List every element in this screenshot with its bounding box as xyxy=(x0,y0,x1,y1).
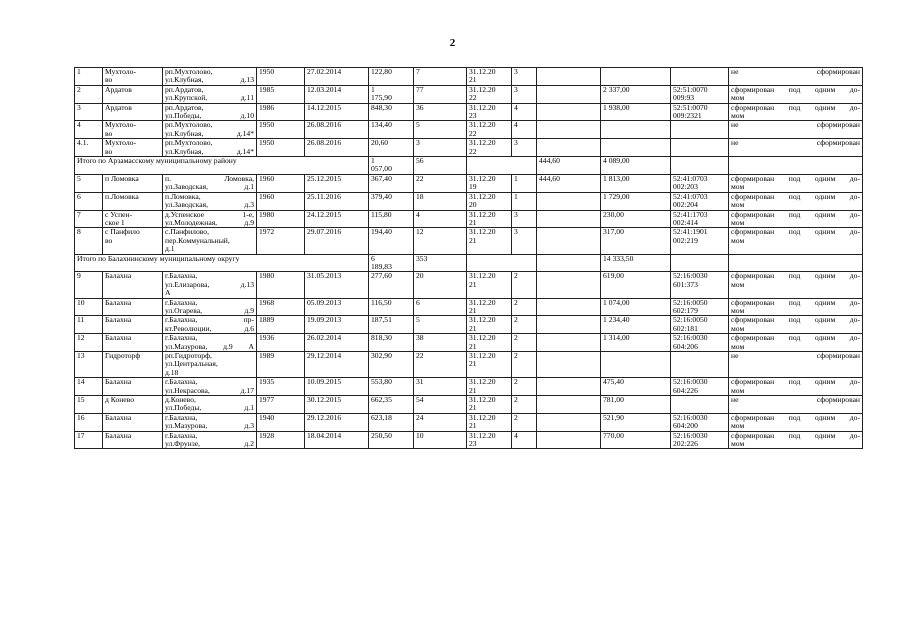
cell-residents: 77 xyxy=(414,85,467,103)
total-row xyxy=(75,157,863,175)
cell-value-a xyxy=(537,272,601,298)
cell-settlement: Балахна xyxy=(103,316,163,334)
table-row xyxy=(75,121,863,139)
cell-category: 2 xyxy=(512,352,537,378)
cell-year-built: 1989 xyxy=(257,352,305,378)
cell-value-b: 1 234,40 xyxy=(601,316,671,334)
cell-deadline: 31.12.20 21 xyxy=(467,334,512,352)
cell-residents: 4 xyxy=(414,210,467,228)
cell-residents: 7 xyxy=(414,68,467,86)
cell-address: г.Балахна, ул.Елизарова, д.13 А xyxy=(163,272,257,298)
cell-address: п.Ломовка, ул.Заводская, д.3 xyxy=(163,192,257,210)
cell-number: 13 xyxy=(75,352,103,378)
cell-address: г.Балахна, ул.Некрасова, д.17 xyxy=(163,378,257,396)
cell-deadline: 31.12.20 21 xyxy=(467,378,512,396)
cell-settlement: д Конево xyxy=(103,396,163,414)
cell-land-status: сформирован под одним до- мом xyxy=(729,174,863,192)
cell-deadline: 31.12.20 21 xyxy=(467,298,512,316)
table-row xyxy=(75,139,863,157)
cell-value-a xyxy=(537,210,601,228)
cell-area: 367,40 xyxy=(369,174,414,192)
table-row xyxy=(75,352,863,378)
cell-category: 2 xyxy=(512,272,537,298)
cell-category: 4 xyxy=(512,103,537,121)
cell-settlement: п Ломовка xyxy=(103,174,163,192)
cell-settlement: Мухтоло- во xyxy=(103,139,163,157)
cell-value-a xyxy=(537,103,601,121)
cell-area: 623,18 xyxy=(369,413,414,431)
table-row xyxy=(75,431,863,449)
cell-category: 2 xyxy=(512,298,537,316)
cell-value-b: 1 074,00 xyxy=(601,298,671,316)
cell-value-a xyxy=(537,298,601,316)
cell-residents: 3 xyxy=(414,139,467,157)
cell-value-a xyxy=(537,396,601,414)
cell-year-built: 1928 xyxy=(257,431,305,449)
cell-value-b: 475,40 xyxy=(601,378,671,396)
cell-year-built: 1960 xyxy=(257,192,305,210)
cell-area: 848,30 xyxy=(369,103,414,121)
cell-settlement: Балахна xyxy=(103,431,163,449)
cell-date: 18.04.2014 xyxy=(305,431,369,449)
cell-residents: 5 xyxy=(414,121,467,139)
table-row xyxy=(75,378,863,396)
cell-settlement: Гидроторф xyxy=(103,352,163,378)
cell-number: 7 xyxy=(75,210,103,228)
cell-year-built: 1936 xyxy=(257,334,305,352)
total-residents: 56 xyxy=(414,157,467,175)
cell-address: г.Балахна, ул.Мазурова, д.9 А xyxy=(163,334,257,352)
cell-area: 115,80 xyxy=(369,210,414,228)
cell-cadastral: 52:51:0070 009:2321 xyxy=(671,103,729,121)
cell-settlement: п.Ломовка xyxy=(103,192,163,210)
cell-date: 26.08.2016 xyxy=(305,121,369,139)
cell-value-a: 444,60 xyxy=(537,174,601,192)
cell-residents: 54 xyxy=(414,396,467,414)
cell-area: 134,40 xyxy=(369,121,414,139)
cell-value-b: 1 938,00 xyxy=(601,103,671,121)
table-row xyxy=(75,396,863,414)
cell-category: 2 xyxy=(512,316,537,334)
cell-residents: 24 xyxy=(414,413,467,431)
cell-area: 187,51 xyxy=(369,316,414,334)
cell-land-status: не сформирован xyxy=(729,139,863,157)
cell-value-b: 619,00 xyxy=(601,272,671,298)
cell-land-status: сформирован под одним до- мом xyxy=(729,272,863,298)
cell-land-status: сформирован под одним до- мом xyxy=(729,103,863,121)
table-row xyxy=(75,192,863,210)
cell-date: 19.09.2013 xyxy=(305,316,369,334)
cell-value-b: 1 314,00 xyxy=(601,334,671,352)
cell-value-b: 1 813,00 xyxy=(601,174,671,192)
cell-residents: 12 xyxy=(414,228,467,254)
table-row xyxy=(75,272,863,298)
cell-cadastral xyxy=(671,139,729,157)
cell-cadastral xyxy=(671,396,729,414)
table-row xyxy=(75,68,863,86)
cell-land-status: не сформирован xyxy=(729,121,863,139)
cell-number: 16 xyxy=(75,413,103,431)
cell-number: 8 xyxy=(75,228,103,254)
cell-date: 12.03.2014 xyxy=(305,85,369,103)
cell-residents: 22 xyxy=(414,174,467,192)
cell-value-a xyxy=(537,378,601,396)
cell-address: с.Панфилово, пер.Коммунальный, д.1 xyxy=(163,228,257,254)
table-row xyxy=(75,210,863,228)
cell-year-built: 1950 xyxy=(257,139,305,157)
cell-value-b: 1 729,00 xyxy=(601,192,671,210)
cell-date: 29.12.2016 xyxy=(305,413,369,431)
cell-residents: 31 xyxy=(414,378,467,396)
cell-category: 4 xyxy=(512,121,537,139)
total-area: 6 189,83 xyxy=(369,254,414,272)
cell-number: 11 xyxy=(75,316,103,334)
cell-number: 4 xyxy=(75,121,103,139)
cell-number: 15 xyxy=(75,396,103,414)
table-row xyxy=(75,174,863,192)
cell-land-status: сформирован под одним до- мом xyxy=(729,85,863,103)
cell-number: 9 xyxy=(75,272,103,298)
cell-year-built: 1935 xyxy=(257,378,305,396)
cell-residents: 38 xyxy=(414,334,467,352)
cell-value-a xyxy=(537,431,601,449)
cell-year-built: 1940 xyxy=(257,413,305,431)
cell-value-b: 770,00 xyxy=(601,431,671,449)
cell-date: 25.12.2015 xyxy=(305,174,369,192)
cell-address: п. Ломовка, ул.Заводская, д.1 xyxy=(163,174,257,192)
cell-residents: 18 xyxy=(414,192,467,210)
table-row xyxy=(75,298,863,316)
cell-deadline: 31.12.20 21 xyxy=(467,272,512,298)
cell-number: 10 xyxy=(75,298,103,316)
cell-settlement: с Панфило во xyxy=(103,228,163,254)
cell-area: 553,80 xyxy=(369,378,414,396)
cell-land-status: сформирован под одним до- мом xyxy=(729,431,863,449)
cell-deadline: 31.12.20 21 xyxy=(467,396,512,414)
cell-cadastral: 52:16:0030 604:226 xyxy=(671,378,729,396)
cell-address: г.Балахна, ул.Мазурова, д.3 xyxy=(163,413,257,431)
cell-deadline: 31.12.20 21 xyxy=(467,316,512,334)
cell-address: рп.Ардатов, ул.Победы, д.10 xyxy=(163,103,257,121)
total-blank xyxy=(729,157,863,175)
cell-settlement: Мухтоло- во xyxy=(103,68,163,86)
cell-cadastral xyxy=(671,352,729,378)
cell-address: г.Балахна, пр- кт.Революции, д.6 xyxy=(163,316,257,334)
table-row xyxy=(75,316,863,334)
cell-land-status: не сформирован xyxy=(729,68,863,86)
cell-date: 27.02.2014 xyxy=(305,68,369,86)
cell-residents: 10 xyxy=(414,431,467,449)
cell-deadline: 31.12.20 22 xyxy=(467,139,512,157)
cell-number: 3 xyxy=(75,103,103,121)
table-row xyxy=(75,85,863,103)
total-area: 1 057,00 xyxy=(369,157,414,175)
cell-number: 14 xyxy=(75,378,103,396)
total-blank xyxy=(467,157,537,175)
cell-area: 116,50 xyxy=(369,298,414,316)
cell-year-built: 1950 xyxy=(257,68,305,86)
cell-land-status: не сформирован xyxy=(729,396,863,414)
cell-date: 10.09.2015 xyxy=(305,378,369,396)
cell-residents: 22 xyxy=(414,352,467,378)
cell-category: 3 xyxy=(512,139,537,157)
cell-value-a xyxy=(537,139,601,157)
cell-residents: 20 xyxy=(414,272,467,298)
cell-land-status: сформирован под одним до- мом xyxy=(729,316,863,334)
cell-value-b: 317,00 xyxy=(601,228,671,254)
cell-area: 20,60 xyxy=(369,139,414,157)
cell-deadline: 31.12.20 21 xyxy=(467,228,512,254)
total-value-a xyxy=(537,254,601,272)
cell-date: 26.02.2014 xyxy=(305,334,369,352)
cell-deadline: 31.12.20 19 xyxy=(467,174,512,192)
cell-address: г.Балахна, ул.Огарева, д.9 xyxy=(163,298,257,316)
table-row xyxy=(75,334,863,352)
cell-value-b xyxy=(601,139,671,157)
cell-area: 1 175,90 xyxy=(369,85,414,103)
cell-year-built: 1980 xyxy=(257,210,305,228)
cell-settlement: Ардатов xyxy=(103,103,163,121)
cell-deadline: 31.12.20 22 xyxy=(467,85,512,103)
total-blank xyxy=(467,254,537,272)
cell-year-built: 1980 xyxy=(257,272,305,298)
cell-cadastral: 52:51:0070 009:93 xyxy=(671,85,729,103)
cell-settlement: Балахна xyxy=(103,298,163,316)
table-row xyxy=(75,103,863,121)
housing-register-table xyxy=(74,67,863,449)
cell-number: 4.1. xyxy=(75,139,103,157)
cell-category: 1 xyxy=(512,174,537,192)
cell-value-a xyxy=(537,228,601,254)
cell-area: 379,40 xyxy=(369,192,414,210)
cell-number: 2 xyxy=(75,85,103,103)
cell-value-a xyxy=(537,413,601,431)
cell-area: 662,35 xyxy=(369,396,414,414)
cell-number: 1 xyxy=(75,68,103,86)
cell-number: 17 xyxy=(75,431,103,449)
cell-settlement: Мухтоло- во xyxy=(103,121,163,139)
cell-date: 24.12.2015 xyxy=(305,210,369,228)
cell-category: 3 xyxy=(512,228,537,254)
cell-area: 818,30 xyxy=(369,334,414,352)
cell-settlement: Ардатов xyxy=(103,85,163,103)
cell-deadline: 31.12.20 20 xyxy=(467,192,512,210)
cell-date: 31.05.2013 xyxy=(305,272,369,298)
total-label: Итого по Арзамасскому муниципальному району xyxy=(75,157,369,175)
cell-residents: 6 xyxy=(414,298,467,316)
cell-cadastral: 52:41:0703 002:203 xyxy=(671,174,729,192)
cell-value-b: 521,90 xyxy=(601,413,671,431)
cell-category: 1 xyxy=(512,192,537,210)
cell-value-b xyxy=(601,68,671,86)
cell-year-built: 1950 xyxy=(257,121,305,139)
cell-cadastral xyxy=(671,68,729,86)
cell-value-b xyxy=(601,121,671,139)
cell-number: 6 xyxy=(75,192,103,210)
cell-date: 14.12.2015 xyxy=(305,103,369,121)
cell-address: рп.Мухтолово, ул.Клубная, д.14* xyxy=(163,139,257,157)
cell-cadastral: 52:16:0030 202:226 xyxy=(671,431,729,449)
cell-address: г.Балахна, ул.Фрунзе, д.2 xyxy=(163,431,257,449)
cell-cadastral: 52:16:0030 601:373 xyxy=(671,272,729,298)
cell-category: 2 xyxy=(512,334,537,352)
cell-date: 25.11.2016 xyxy=(305,192,369,210)
cell-area: 302,90 xyxy=(369,352,414,378)
cell-number: 12 xyxy=(75,334,103,352)
cell-value-b: 2 337,00 xyxy=(601,85,671,103)
total-value-b: 4 089,00 xyxy=(601,157,671,175)
cell-year-built: 1889 xyxy=(257,316,305,334)
cell-year-built: 1972 xyxy=(257,228,305,254)
cell-date: 05.09.2013 xyxy=(305,298,369,316)
cell-settlement: Балахна xyxy=(103,272,163,298)
cell-deadline: 31.12.20 22 xyxy=(467,121,512,139)
cell-area: 277,60 xyxy=(369,272,414,298)
cell-cadastral: 52:41:1901 002:219 xyxy=(671,228,729,254)
cell-value-b: 230,00 xyxy=(601,210,671,228)
cell-category: 3 xyxy=(512,68,537,86)
cell-address: д.Конево, ул.Победы, д.1 xyxy=(163,396,257,414)
cell-settlement: Балахна xyxy=(103,413,163,431)
cell-value-a xyxy=(537,68,601,86)
cell-cadastral: 52:41:0703 002:204 xyxy=(671,192,729,210)
cell-residents: 36 xyxy=(414,103,467,121)
table-row xyxy=(75,228,863,254)
total-value-b: 14 333,50 xyxy=(601,254,671,272)
cell-address: рп.Мухтолово, ул.Клубная, д.13 xyxy=(163,68,257,86)
cell-date: 30.12.2015 xyxy=(305,396,369,414)
cell-cadastral: 52:16:0030 604:206 xyxy=(671,334,729,352)
table-row xyxy=(75,413,863,431)
cell-land-status: сформирован под одним до- мом xyxy=(729,378,863,396)
cell-land-status: сформирован под одним до- мом xyxy=(729,192,863,210)
cell-date: 29.12.2014 xyxy=(305,352,369,378)
cell-value-a xyxy=(537,352,601,378)
cell-deadline: 31.12.20 23 xyxy=(467,431,512,449)
cell-year-built: 1977 xyxy=(257,396,305,414)
cell-cadastral xyxy=(671,121,729,139)
cell-category: 4 xyxy=(512,431,537,449)
total-blank xyxy=(729,254,863,272)
cell-number: 5 xyxy=(75,174,103,192)
cell-value-a xyxy=(537,121,601,139)
cell-value-a xyxy=(537,316,601,334)
cell-address: рп.Гидроторф, ул.Центральная, д.18 xyxy=(163,352,257,378)
total-label: Итого по Балахнинскому муниципальному округу xyxy=(75,254,369,272)
cell-deadline: 31.12.20 21 xyxy=(467,352,512,378)
cell-settlement: Балахна xyxy=(103,378,163,396)
cell-year-built: 1960 xyxy=(257,174,305,192)
cell-cadastral: 52:41:1703 002:414 xyxy=(671,210,729,228)
total-blank xyxy=(671,157,729,175)
cell-category: 2 xyxy=(512,413,537,431)
cell-area: 194,40 xyxy=(369,228,414,254)
total-residents: 353 xyxy=(414,254,467,272)
cell-area: 250,50 xyxy=(369,431,414,449)
cell-land-status: сформирован под одним до- мом xyxy=(729,228,863,254)
cell-cadastral: 52:16:0050 602:181 xyxy=(671,316,729,334)
cell-value-a xyxy=(537,334,601,352)
cell-date: 29.07.2016 xyxy=(305,228,369,254)
page-number: 2 xyxy=(449,37,456,49)
cell-value-a xyxy=(537,192,601,210)
cell-category: 3 xyxy=(512,210,537,228)
cell-deadline: 31.12.20 21 xyxy=(467,210,512,228)
cell-cadastral: 52:16:0050 602:179 xyxy=(671,298,729,316)
cell-category: 2 xyxy=(512,378,537,396)
cell-land-status: сформирован под одним до- мом xyxy=(729,210,863,228)
cell-deadline: 31.12.20 23 xyxy=(467,103,512,121)
cell-land-status: сформирован под одним до- мом xyxy=(729,298,863,316)
cell-value-b: 781,00 xyxy=(601,396,671,414)
total-row xyxy=(75,254,863,272)
cell-deadline: 31.12.20 21 xyxy=(467,68,512,86)
cell-residents: 5 xyxy=(414,316,467,334)
cell-settlement: с Успен- ское 1 xyxy=(103,210,163,228)
cell-year-built: 1985 xyxy=(257,85,305,103)
cell-address: д.Успенское 1-е, ул.Молодежная, д.9 xyxy=(163,210,257,228)
cell-address: рп.Ардатов, ул.Крупской, д.11 xyxy=(163,85,257,103)
cell-value-b xyxy=(601,352,671,378)
cell-land-status: сформирован под одним до- мом xyxy=(729,334,863,352)
cell-address: рп.Мухтолово, ул.Клубная, д.14* xyxy=(163,121,257,139)
cell-settlement: Балахна xyxy=(103,334,163,352)
cell-year-built: 1986 xyxy=(257,103,305,121)
cell-deadline: 31.12.20 21 xyxy=(467,413,512,431)
cell-cadastral: 52:16:0030 604:200 xyxy=(671,413,729,431)
cell-date: 26.08.2016 xyxy=(305,139,369,157)
total-value-a: 444,60 xyxy=(537,157,601,175)
cell-category: 3 xyxy=(512,85,537,103)
cell-area: 122,80 xyxy=(369,68,414,86)
cell-category: 2 xyxy=(512,396,537,414)
total-blank xyxy=(671,254,729,272)
cell-value-a xyxy=(537,85,601,103)
cell-land-status: не сформирован xyxy=(729,352,863,378)
cell-year-built: 1968 xyxy=(257,298,305,316)
cell-land-status: сформирован под одним до- мом xyxy=(729,413,863,431)
